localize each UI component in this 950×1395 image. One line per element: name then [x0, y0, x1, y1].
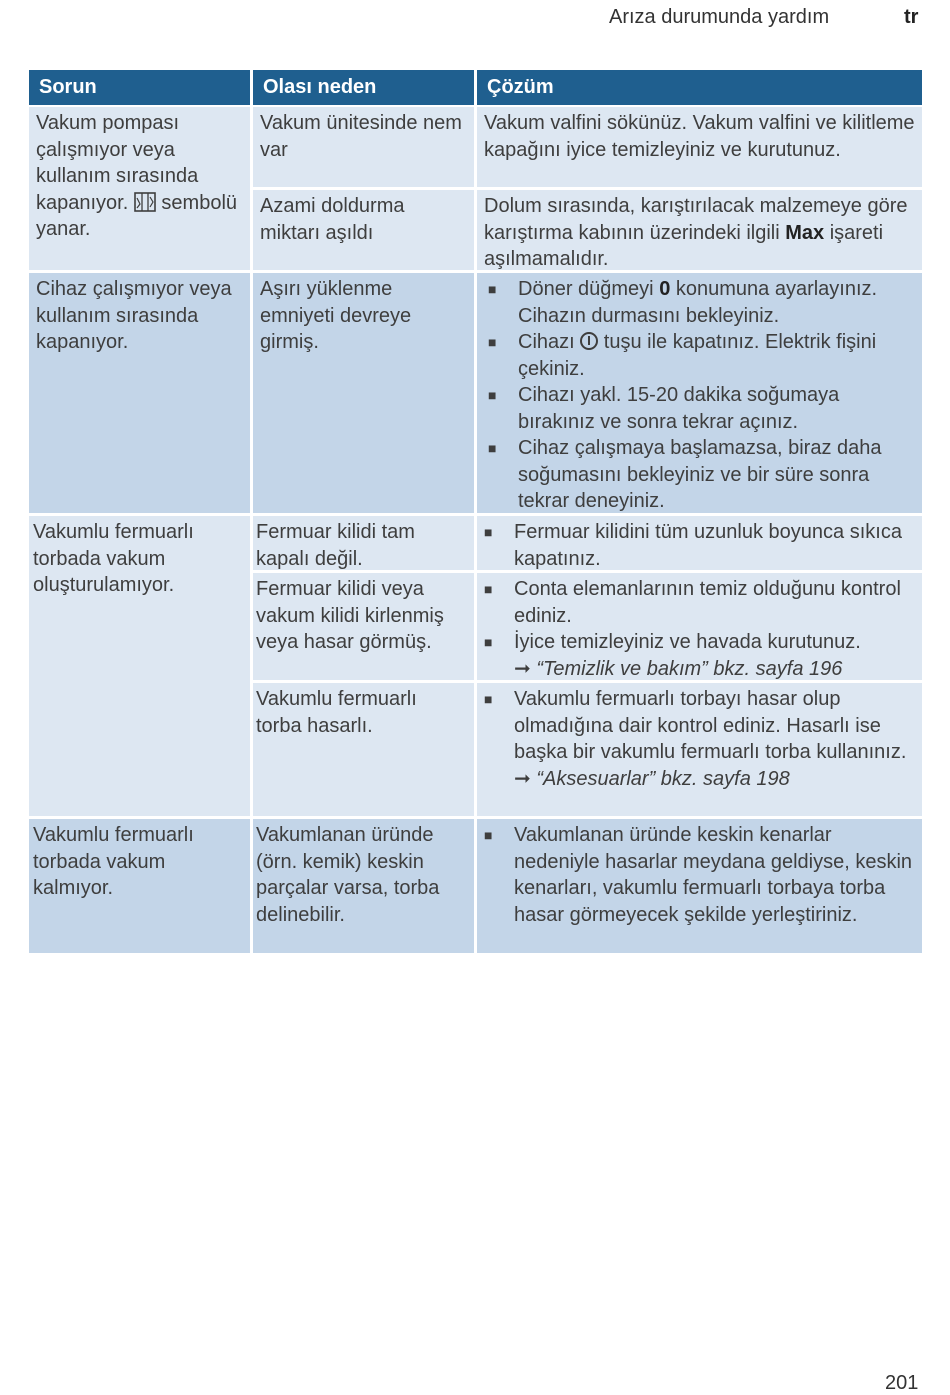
list-item [480, 822, 915, 928]
table-row-4-cause: Vakumlanan üründe (örn. kemik) keskin parçalar varsa, torba delinebilir. [253, 819, 474, 953]
bullet-text: Vakumlanan üründe keskin kenarlar nedeniyle hasarlar meydana geldiyse, keskin kenarları, vakumlu fermuarlı torbaya torba hasar görmeyecek şekilde yerleştiriniz. [514, 824, 913, 926]
bullet-text: Vakumlu fermuarlı torbayı hasar olup olmadığına dair kontrol ediniz. Hasarlı ise başka bir vakumlu fermuarlı torba kullanınız. [514, 688, 907, 763]
language-code: tr [904, 6, 919, 28]
bullet-text-cont: konumuna ayarlayınız. Cihazın durmasını bekleyiniz. [518, 278, 878, 327]
bullet-text: Fermuar kilidini tüm uzunluk boyunca sıkıca kapatınız. [514, 521, 902, 570]
arrow-icon: ➞ [514, 657, 531, 680]
list-item [484, 382, 915, 435]
table-row-1a-cause: Vakum ünitesinde nem var [253, 107, 474, 187]
table-row-1a-solution: Vakum valfini sökünüz. Vakum valfini ve kilitleme kapağını iyice temizleyiniz ve kurutunuz. [477, 107, 922, 187]
list-item [480, 686, 915, 792]
bullet-icon: ■ [484, 581, 493, 597]
table-row-3-problem: Vakumlu fermuarlı torbada vakum oluşturulamıyor. [29, 516, 250, 816]
table-row-1-problem [29, 107, 250, 270]
reference-text: “Aksesuarlar” bkz. sayfa 198 [536, 767, 790, 790]
max-marker: Max [785, 221, 825, 244]
list-item [480, 519, 915, 572]
table-row-2-solution [477, 273, 922, 513]
column-header-solution: Çözüm [477, 70, 922, 105]
list-item [484, 276, 915, 329]
table-row-1b-cause: Azami doldurma miktarı aşıldı [253, 190, 474, 270]
bullet-text: İyice temizleyiniz ve havada kurutunuz. [514, 631, 861, 653]
problem-text-cont: sembolü yanar. [36, 191, 238, 240]
bullet-text: Döner düğmeyi [518, 278, 660, 300]
table-row-3a-solution [477, 516, 922, 570]
bullet-icon: ■ [484, 691, 493, 707]
arrow-icon: ➞ [514, 767, 531, 790]
bullet-text: Cihaz çalışmaya başlamazsa, biraz daha soğumasını bekleyiniz ve bir süre sonra tekrar deneyiniz. [518, 437, 882, 512]
list-item [484, 329, 915, 382]
bullet-text: Conta elemanlarının temiz olduğunu kontrol ediniz. [514, 578, 901, 627]
table-row-3a-cause: Fermuar kilidi tam kapalı değil. [253, 516, 474, 570]
list-item [484, 435, 915, 515]
table-row-4-solution [477, 819, 922, 953]
table-row-1b-solution [477, 190, 922, 270]
bullet-text: Cihazı yakl. 15-20 dakika soğumaya bırakınız ve sonra tekrar açınız. [518, 384, 840, 433]
reference-text: “Temizlik ve bakım” bkz. sayfa 196 [536, 657, 843, 680]
list-item [480, 576, 915, 629]
table-row-2-problem: Cihaz çalışmıyor veya kullanım sırasında kapanıyor. [29, 273, 250, 513]
bullet-icon: ■ [484, 827, 493, 843]
bullet-text: Cihazı [518, 331, 581, 353]
bullet-icon: ■ [484, 634, 493, 650]
power-icon [580, 332, 598, 350]
vacuum-symbol-icon [134, 192, 156, 212]
table-row-4-problem: Vakumlu fermuarlı torbada vakum kalmıyor. [29, 819, 250, 953]
table-row-2-cause: Aşırı yüklenme emniyeti devreye girmiş. [253, 273, 474, 513]
column-header-problem: Sorun [29, 70, 250, 105]
column-header-cause: Olası neden [253, 70, 474, 105]
bullet-icon: ■ [488, 387, 497, 403]
problem-text: Vakum pompası çalışmıyor veya kullanım sırasında kapanıyor. [36, 112, 199, 214]
table-row-3c-cause: Vakumlu fermuarlı torba hasarlı. [253, 683, 474, 816]
zero-position: 0 [659, 278, 671, 300]
page-number: 201 [885, 1372, 919, 1394]
table-row-3c-solution [477, 683, 922, 816]
list-item [480, 629, 915, 656]
table-row-3b-solution [477, 573, 922, 680]
solution-text: Dolum sırasında, karıştırılacak malzemeye göre karıştırma kabının üzerindeki ilgili [484, 195, 908, 244]
bullet-text-cont: tuşu ile kapatınız. Elektrik fişini çekiniz. [518, 331, 877, 380]
solution-text-cont: işareti aşılmamalıdır. [484, 221, 884, 270]
bullet-icon: ■ [488, 334, 497, 350]
bullet-icon: ■ [488, 440, 497, 456]
cross-reference [480, 656, 915, 683]
page-header-title: Arıza durumunda yardım [609, 6, 830, 28]
bullet-icon: ■ [484, 524, 493, 540]
table-row-3b-cause: Fermuar kilidi veya vakum kilidi kirlenmiş veya hasar görmüş. [253, 573, 474, 680]
bullet-icon: ■ [488, 281, 497, 297]
